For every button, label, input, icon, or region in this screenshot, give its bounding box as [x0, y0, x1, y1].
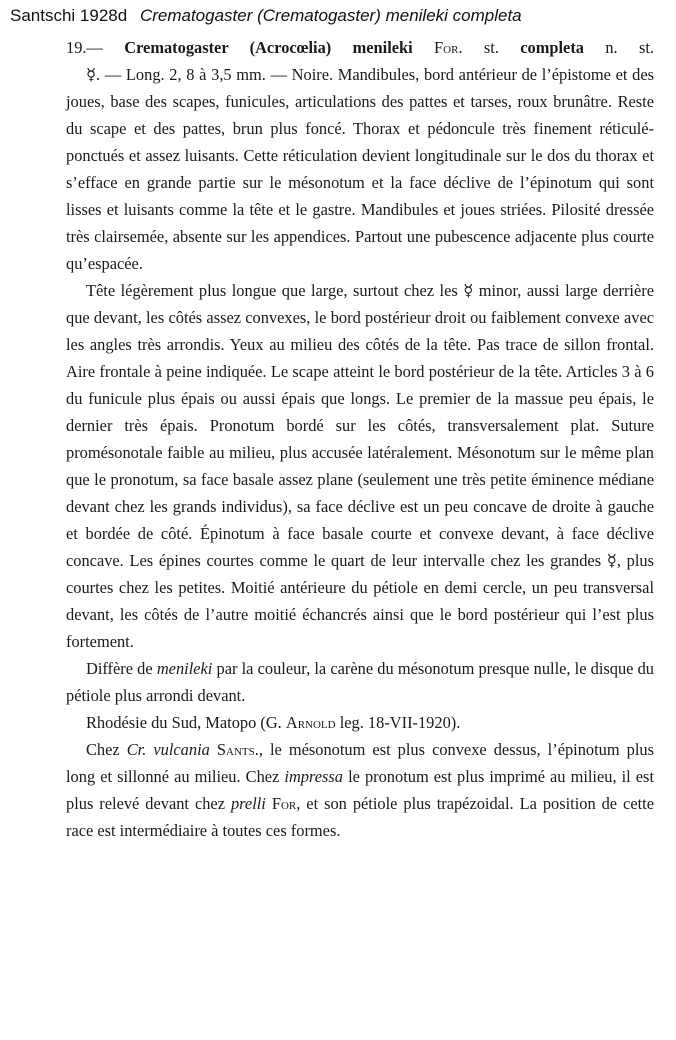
remarks-taxon-prelli: prelli — [230, 794, 266, 813]
heading-number: 19.— — [66, 38, 103, 57]
heading-epithet: completa — [520, 38, 584, 57]
locality-date: leg. 18-VII-1920). — [335, 713, 461, 732]
comparison-text-end: par la couleur, la carène du mésonotum presque nulle, le disque du pétiole plus arrondi devant. — [66, 659, 654, 705]
locality-paragraph — [66, 709, 654, 736]
remarks-taxon-vulcania: Cr. vulcania — [126, 740, 210, 759]
heading-rank: st. — [483, 38, 499, 57]
description-paragraph-2: Tête légèrement plus longue que large, surtout chez les ☿ minor, aussi large derrière que devant, les côtés assez convexes, le bord postérieur droit ou faiblement convexe avec les angles très arrondis. Yeux au milieu des côtés de la tête. Pas trace de sillon frontal. Aire frontale à peine indiquée. Le scape atteint le bord postérieur de la tête. Articles 3 à 6 du funicule plus épais ou aussi épais que longs. Le premier de la massue peu épais, le dernier très épais. Pronotum bordé sur les côtés, transversalement plat. Suture promésonotale faible au milieu, plus accusée latéralement. Mésonotum sur le même plan que le pronotum, sa face basale assez plane (seulement une très petite éminence médiane devant chez les grands individus), sa face déclive est un peu concave de droite à gauche et bordée de côté. Épinotum à face basale courte et convexe devant, à face déclive concave. Les épines courtes comme le quart de leur intervalle chez les grandes ☿, plus courtes chez les petites. Moitié antérieure du pétiole en demi cercle, un peu transversal devant, les côtés de l’autre moitié échancrés ainsi que le bord postérieur qui l’est plus fortement. — [66, 281, 654, 651]
remarks-text-4: , et son pétiole plus trapézoidal. La position de cette race est intermédiaire à toutes ces formes. — [66, 794, 654, 840]
locality-text: Rhodésie du Sud, Matopo (G. — [86, 713, 286, 732]
remarks-author-forel: For — [271, 794, 297, 813]
collector-name: Arnold — [285, 713, 336, 732]
remarks-text-3: le pronotum est plus imprimé au milieu, il est plus relevé devant chez — [66, 767, 654, 813]
comparison-paragraph — [66, 655, 654, 709]
page-header — [10, 5, 670, 27]
heading-author: For. — [434, 38, 463, 57]
description-paragraph-1: ☿. — Long. 2, 8 à 3,5 mm. — Noire. Mandibules, bord antérieur de l’épistome et des joues, base des scapes, funicules, articulations des pattes et tarses, roux brunâtre. Reste du scape et des pattes, brun plus foncé. Thorax et pédoncule très finement réticulé-ponctués et assez luisants. Cette réticulation devient longitudinale sur le dos du thorax et s’efface en grande partie sur le mésonotum et la face déclive de l’épinotum qui sont lisses et luisants comme la tête et le gastre. Mandibules et joues striées. Pilosité dressée très clairsemée, absente sur les appendices. Partout une pubescence adjacente plus courte qu’espacée. — [66, 65, 654, 273]
header-taxon: Crematogaster (Crematogaster) menileki completa — [139, 6, 522, 25]
comparison-taxon: menileki — [156, 659, 213, 678]
header-citation: Santschi 1928d — [10, 6, 128, 25]
species-heading — [66, 34, 654, 61]
document-body — [66, 34, 654, 844]
heading-name: Crematogaster (Acrocœlia) menileki — [124, 38, 413, 57]
remarks-author-santschi: Sants. — [216, 740, 259, 759]
remarks-text-1: Chez — [86, 740, 127, 759]
remarks-paragraph — [66, 736, 654, 844]
heading-status: n. st. — [605, 38, 655, 57]
remarks-taxon-impressa: impressa — [284, 767, 343, 786]
comparison-text: Diffère de — [86, 659, 157, 678]
remarks-text-2: , le mésonotum est plus convexe dessus, l’épinotum plus long et sillonné au milieu. Chez — [66, 740, 654, 786]
